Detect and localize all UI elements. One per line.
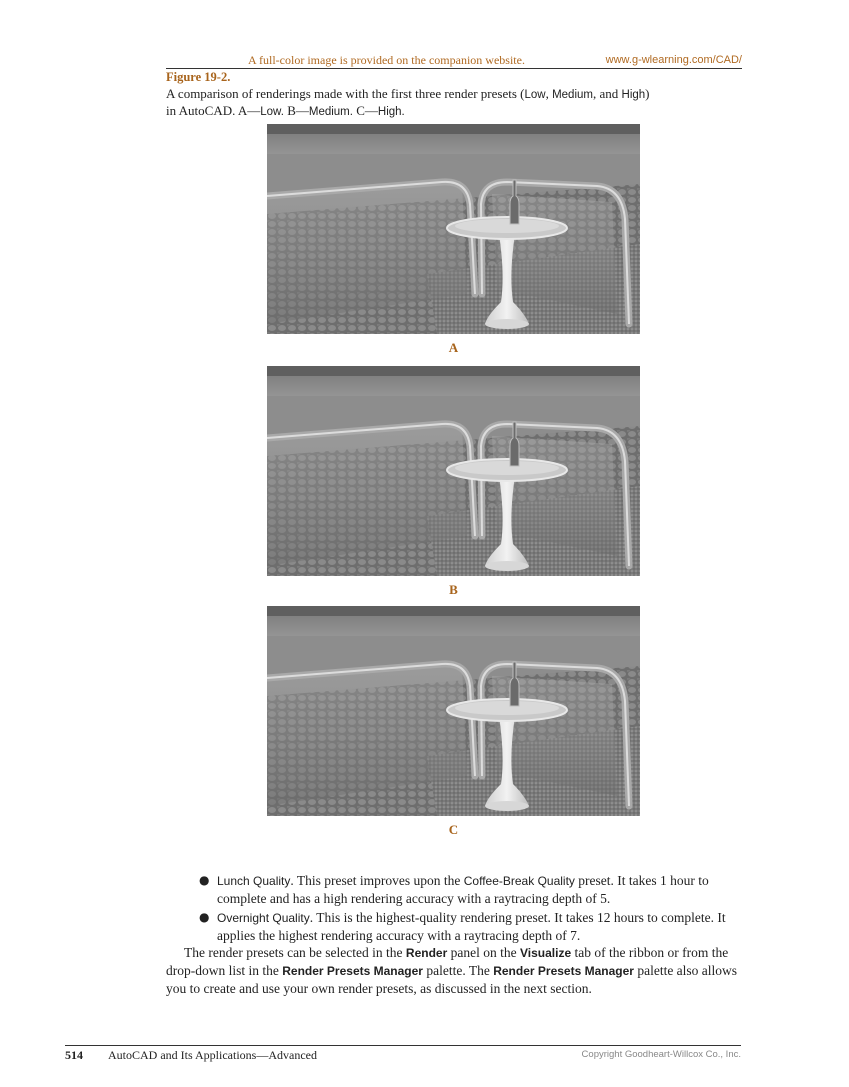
rendering-medium-image (267, 366, 640, 576)
rendering-medium-scene (267, 366, 640, 576)
rendering-high-image (267, 606, 640, 816)
figure-title: Figure 19-2. (166, 70, 231, 84)
list-item: ● Lunch Quality. This preset improves upon the Coffee-Break Quality preset. It takes 1 hour to complete and has a high rendering accuracy with a raytracing depth of 5. (199, 873, 709, 906)
companion-url[interactable]: www.g-wlearning.com/CAD/ (605, 54, 742, 66)
header-rule (166, 68, 742, 69)
bullet-icon: ● (199, 910, 210, 924)
figure-caption: A comparison of renderings made with the first three render presets (Low, Medium, and High) in AutoCAD. A—Low. B—Medium. C—High. (166, 86, 650, 118)
rendering-low-image (267, 124, 640, 334)
book-title: AutoCAD and Its Applications—Advanced (108, 1048, 317, 1062)
page-footer (65, 1047, 741, 1063)
panel-label-c: C (448, 822, 459, 837)
companion-note: A full-color image is provided on the companion website. (248, 53, 525, 67)
list-item: ● Overnight Quality. This is the highest-quality rendering preset. It takes 12 hours to complete. It applies the highest rendering accuracy with a raytracing depth of 7. (199, 910, 726, 943)
rendering-high-scene (267, 606, 640, 816)
preset-list (166, 872, 742, 946)
preset-medium: Medium (552, 89, 593, 101)
preset-high: High (621, 89, 646, 101)
body-paragraph: The render presets can be selected in the Render panel on the Visualize tab of the ribbon or from the drop-down list in the Render Presets Manager palette. The Render Presets Manager palette also allows you to create and use your own render presets, as discussed in the next section. (166, 945, 738, 996)
page-number: 514 (65, 1048, 83, 1062)
panel-label-b: B (449, 582, 458, 597)
copyright: Copyright Goodheart-Willcox Co., Inc. (581, 1049, 741, 1060)
companion-note-bar (166, 52, 742, 68)
bullet-icon: ● (199, 873, 210, 887)
footer-rule (65, 1045, 741, 1046)
preset-low: Low (524, 89, 546, 101)
panel-label-a: A (448, 340, 459, 355)
rendering-low-scene (267, 124, 640, 334)
